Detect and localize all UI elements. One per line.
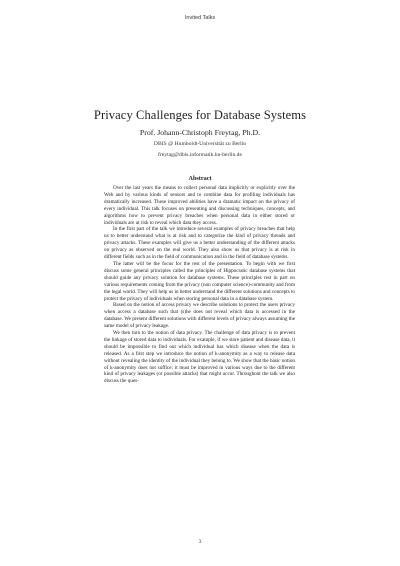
abstract-heading: Abstract xyxy=(188,175,212,182)
abstract-paragraph: Over the last years the means to collect personal data implicitly or explicitly over the Web and by various kinds of sensors and to combine data for profiling individuals has dramatically increased. These improved abilities have a dramatic impact on the privacy of every individual. This talk focuses on presenting and discussing techniques, concepts, and algorithms how to prevent privacy breaches when personal data in either stored or individuals are at risk to reveal which data they access. xyxy=(104,185,295,226)
author-name: Prof. Johann-Christoph Freytag, Ph.D. xyxy=(139,128,261,137)
running-header: Invited Talks xyxy=(184,15,216,21)
abstract-paragraph: Based on the notion of access privacy we describe solutions to protect the users privacy when access a database such that (s)he does not reveal which data is accessed in the database. We present different solutions with different levels of privacy always assuming the same model of privacy leakage. xyxy=(104,302,295,330)
abstract-paragraph: In the first part of the talk we introduce several examples of privacy breaches that help us to better understand what is at risk and to categorize the kind of privacy threads and privacy attacks. These examples will give us a better understanding of the different attacks on privacy as observed on the real world. They also show us that privacy is at risk in different fields such as in the field of communication and in the field of database systems. xyxy=(104,226,295,261)
abstract-paragraph: We then turn to the notion of data privacy. The challenge of data privacy is to prevent the linkage of stored data to individuals. For example, if we store patient and disease data, it should be impossible to find out which individual has which disease when the data is released. As a first step we introduce the notion of k-anonymity as a way to release data without revealing the identity of the individual they belong to. We show that the basic notion of k-anonymity does not suffice; it must be improved in various ways due to the different kind of privacy leakages (or possible attacks) that might occur. Throughout the talk we also discuss the ques- xyxy=(104,330,295,385)
paper-title: Privacy Challenges for Database Systems xyxy=(93,108,307,122)
abstract-paragraph: The latter will be the focus for the rest of the presentation. To begin with we first discuss some general principles called the principles of Hippocratic database systems that should guide any privacy solution for database systems. These principles rest in part on various requirements coming from the privacy (non computer science)-community and from the legal world. They will help us in better understand the different solutions and concepts to protect the privacy of individuals when storing personal data in a database system. xyxy=(104,260,295,302)
page-number: 3 xyxy=(198,539,202,545)
abstract-body xyxy=(104,185,295,385)
author-email: freytag@dbis.informatik.hu-berlin.de xyxy=(158,152,242,158)
author-affiliation: DBIS @ Humboldt-Universität zu Berlin xyxy=(153,141,247,147)
